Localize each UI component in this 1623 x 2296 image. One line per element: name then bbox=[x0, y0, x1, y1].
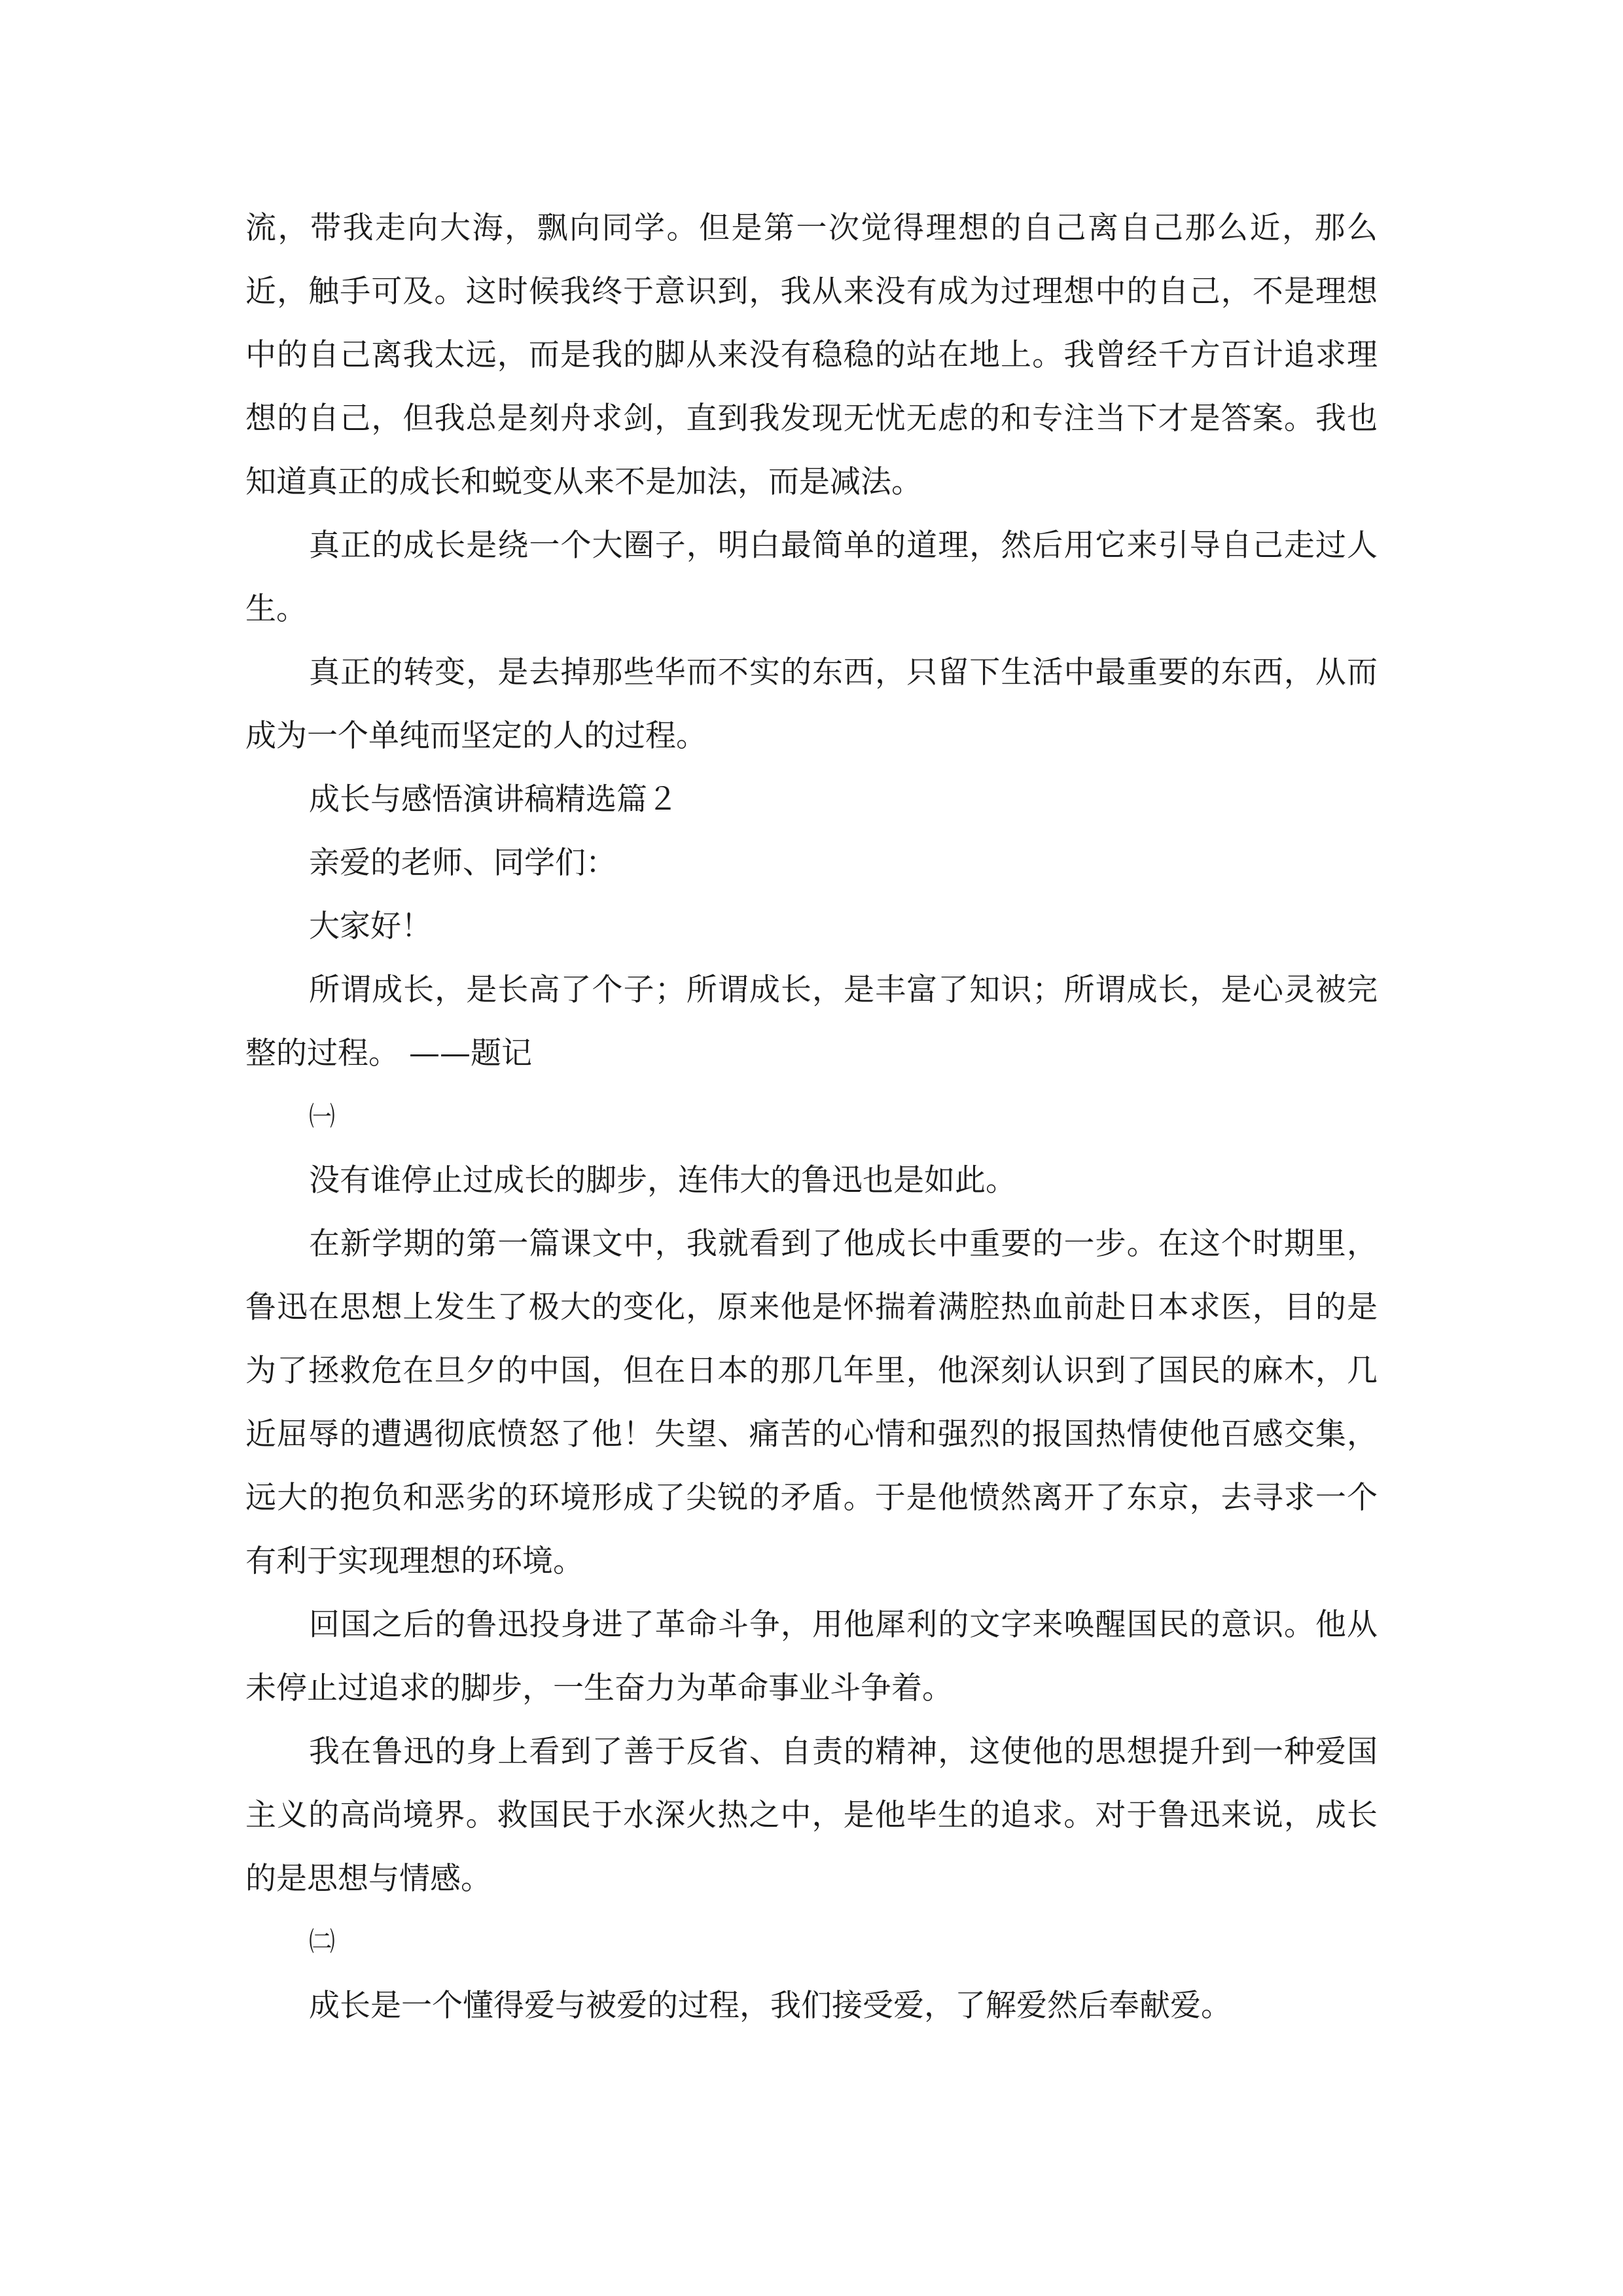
paragraph-2: 真正的成长是绕一个大圈子，明白最简单的道理，然后用它来引导自己走过人生。 bbox=[245, 528, 1378, 627]
greeting: 大家好！ bbox=[309, 908, 432, 944]
salutation: 亲爱的老师、同学们： bbox=[309, 845, 616, 881]
section-heading: 成长与感悟演讲稿精选篇２ bbox=[309, 781, 678, 817]
document-page bbox=[245, 196, 1378, 2037]
paragraph-3: 真正的转变，是去掉那些华而不实的东西，只留下生活中最重要的东西，从而成为一个单纯而坚定的人的过程。 bbox=[245, 655, 1378, 754]
paragraph-9: 在新学期的第一篇课文中，我就看到了他成长中重要的一步。在这个时期里，鲁迅在思想上发生了极大的变化，原来他是怀揣着满腔热血前赴日本求医，目的是为了拯救危在旦夕的中国，但在日本的那几年里，他深刻认识到了国民的麻木，几近屈辱的遭遇彻底愤怒了他！失望、痛苦的心情和强烈的报国热情使他百感交集，远大的抱负和恶劣的环境形成了尖锐的矛盾。于是他愤然离开了东京，去寻求一个有利于实现理想的环境。 bbox=[245, 1226, 1378, 1579]
paragraph-1: 流，带我走向大海，飘向同学。但是第一次觉得理想的自己离自己那么近，那么近，触手可及。这时候我终于意识到，我从来没有成为过理想中的自己，不是理想中的自己离我太远，而是我的脚从来没有稳稳的站在地上。我曾经千方百计追求理想的自己，但我总是刻舟求剑，直到我发现无忧无虑的和专注当下才是答案。我也知道真正的成长和蜕变从来不是加法，而是减法。 bbox=[245, 210, 1378, 500]
paragraph-12: 成长是一个懂得爱与被爱的过程，我们接受爱，了解爱然后奉献爱。 bbox=[309, 1988, 1232, 2024]
paragraph-11: 我在鲁迅的身上看到了善于反省、自责的精神，这使他的思想提升到一种爱国主义的高尚境界。救国民于水深火热之中，是他毕生的追求。对于鲁迅来说，成长的是思想与情感。 bbox=[245, 1734, 1378, 1897]
section-marker-2: ㈡ bbox=[309, 1927, 335, 1957]
paragraph-10: 回国之后的鲁迅投身进了革命斗争，用他犀利的文字来唤醒国民的意识。他从未停止过追求的脚步，一生奋力为革命事业斗争着。 bbox=[245, 1607, 1378, 1706]
section-marker-1: ㈠ bbox=[309, 1102, 335, 1132]
paragraph-8: 没有谁停止过成长的脚步，连伟大的鲁迅也是如此。 bbox=[309, 1162, 1016, 1198]
epigraph: 所谓成长，是长高了个子；所谓成长，是丰富了知识；所谓成长，是心灵被完整的过程。 ——题记 bbox=[245, 972, 1378, 1071]
